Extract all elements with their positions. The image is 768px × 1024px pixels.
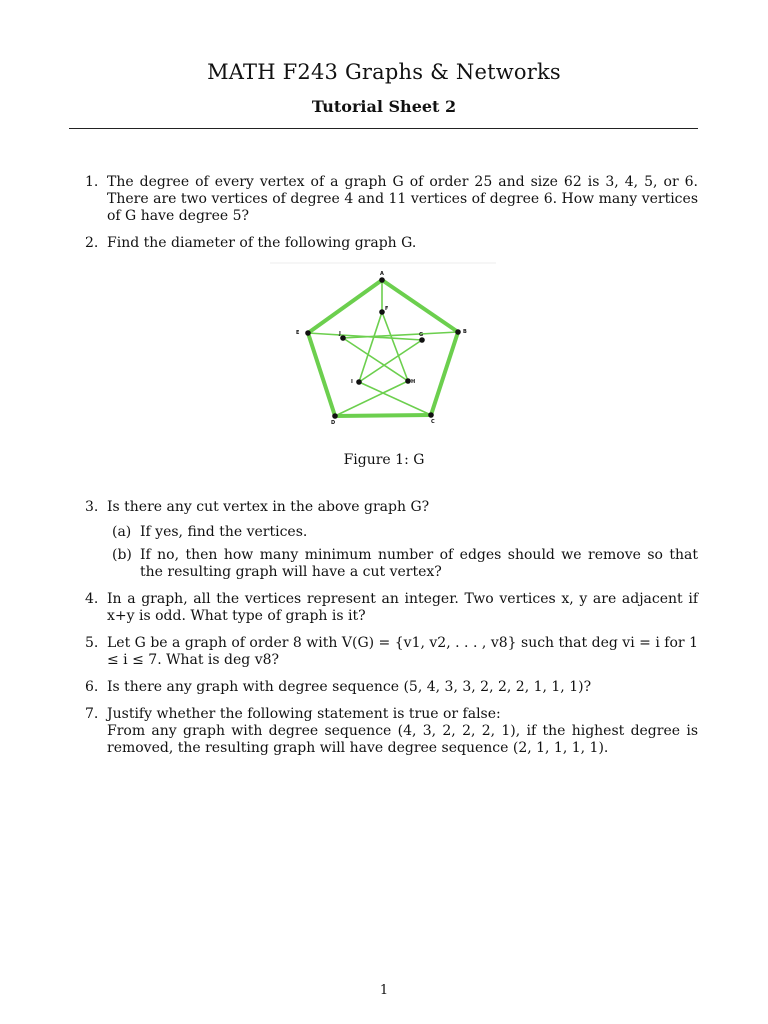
vertex-label-j: J [339,331,341,337]
vertex-e [305,330,311,336]
question-7 [85,706,698,757]
part-label: (a) [112,524,132,540]
vertex-label-g: G [419,332,424,338]
inner-edge-gi [359,340,422,382]
question-number: 4. [85,591,99,607]
question-3a [112,524,698,541]
question-text: Is there any cut vertex in the above graph G? [107,499,430,515]
outer-edge-de [308,333,335,416]
graph-edges [308,280,458,416]
vertex-g [419,337,425,343]
question-3-parts [0,524,768,581]
vertex-label-h: H [411,379,416,385]
question-2 [85,235,698,252]
question-number: 3. [85,499,99,515]
vertex-c [428,412,434,418]
figure-caption: Figure 1: G [343,452,425,468]
inner-edge-bj [343,332,458,338]
question-number: 5. [85,635,99,651]
outer-edge-ab [382,280,458,332]
question-text: The degree of every vertex of a graph G of order 25 and size 62 is 3, 4, 5, or 6. There are two vertices of degree 4 and 11 vertices of degree 6. How many vertices of G have degree 5? [107,174,698,224]
vertex-i [356,379,362,385]
vertex-label-f: F [385,306,389,312]
vertex-a [379,277,385,283]
question-number: 2. [85,235,99,251]
page-subtitle: Tutorial Sheet 2 [311,97,457,116]
inner-edge-fi [359,312,382,382]
vertex-label-i: I [351,379,353,385]
vertex-label-c: C [431,419,435,425]
question-text: Justify whether the following statement is true or false: [107,706,501,722]
question-text: Find the diameter of the following graph G. [107,235,417,251]
outer-edge-bc [431,332,458,415]
question-text: Is there any graph with degree sequence (5, 4, 3, 3, 2, 2, 2, 1, 1, 1)? [107,679,592,695]
question-number: 7. [85,706,99,722]
question-1 [85,174,698,225]
outer-edge-ea [308,280,382,333]
graph-figure [270,262,496,432]
vertex-b [455,329,461,335]
part-text: If yes, find the vertices. [140,524,308,540]
question-statement: From any graph with degree sequence (4, 3, 2, 2, 2, 1), if the highest degree is removed, the resulting graph will have degree sequence (2, 1, 1, 1, 1). [107,723,698,756]
title-rule [69,128,698,129]
part-label: (b) [112,547,132,563]
vertex-h [405,378,411,384]
graph-drawing [270,262,496,432]
vertex-label-b: B [463,329,467,335]
inner-edge-hd [335,381,408,416]
vertex-j [340,335,346,341]
outer-edge-cd [335,415,431,416]
inner-edge-fh [382,312,408,381]
page-number: 1 [379,983,389,998]
part-text: If no, then how many minimum number of edges should we remove so that the resulting graph will have a cut vertex? [140,547,698,580]
question-3b [112,547,698,581]
question-4 [85,591,698,625]
vertex-label-a: A [380,271,384,277]
question-6 [85,679,698,696]
question-number: 1. [85,174,99,190]
inner-edge-jh [343,338,408,381]
question-text: In a graph, all the vertices represent an integer. Two vertices x, y are adjacent if x+y is odd. What type of graph is it? [107,591,698,624]
page-title: MATH F243 Graphs & Networks [207,60,561,84]
vertex-label-e: E [296,330,300,336]
vertex-label-d: D [331,420,336,426]
question-number: 6. [85,679,99,695]
vertex-d [332,413,338,419]
question-3 [85,499,698,516]
question-list [0,174,768,767]
question-5 [85,635,698,669]
question-text: Let G be a graph of order 8 with V(G) = {v1, v2, . . . , v8} such that deg vi = i for 1 ≤ i ≤ 7. What is deg v8? [107,635,698,668]
vertex-f [379,309,385,315]
